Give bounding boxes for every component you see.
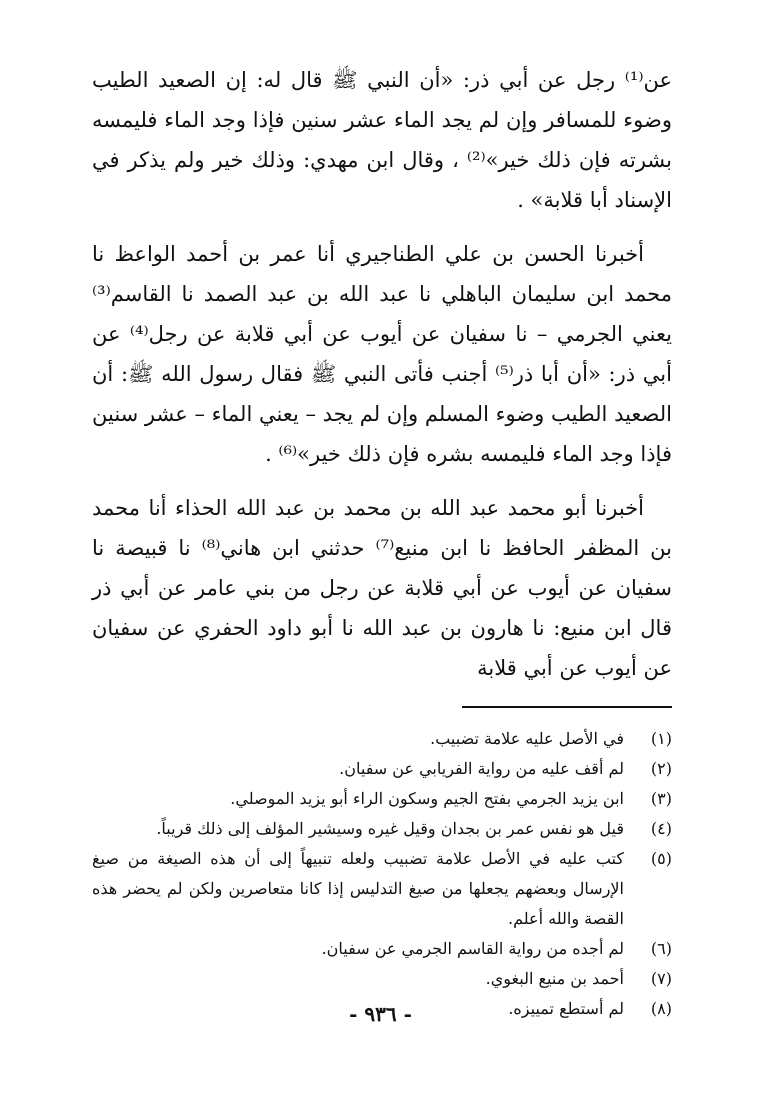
footnote-separator xyxy=(462,706,672,708)
footnote xyxy=(92,784,672,814)
footnote-number: (٢) xyxy=(650,759,672,778)
footnote-number: (٥) xyxy=(650,849,672,868)
footnote xyxy=(92,814,672,844)
footnote-text: قيل هو نفس عمر بن بجدان وقيل غيره وسيشير المؤلف إلى ذلك قريباً. xyxy=(156,819,624,838)
footnote-text: ابن يزيد الجرمي بفتح الجيم وسكون الراء أبو يزيد الموصلي. xyxy=(230,789,624,808)
paragraph-2: أخبرنا الحسن بن علي الطناجيري أنا عمر بن أحمد الواعظ نا محمد ابن سليمان الباهلي نا عبد الله بن عبد الصمد نا القاسم⁽³⁾ يعني الجرمي – نا سفيان عن أيوب عن أبي قلابة عن رجل⁽⁴⁾ عن أبي ذر: «أن أبا ذر⁽⁵⁾ أجنب فأتى النبي ﷺ فقال رسول الله ﷺ: أن الصعيد الطيب وضوء المسلم وإن لم يجد – يعني الماء – عشر سنين فإذا وجد الماء فليمسه بشره فإن ذلك خير»⁽⁶⁾ . xyxy=(92,242,672,466)
footnote xyxy=(92,964,672,994)
footnote xyxy=(92,754,672,784)
paragraph-3: أخبرنا أبو محمد عبد الله بن محمد بن عبد الله الحذاء أنا محمد بن المظفر الحافظ نا ابن منيع⁽⁷⁾ حدثني ابن هاني⁽⁸⁾ نا قبيصة نا سفيان عن أيوب عن أبي قلابة عن رجل من بني عامر عن أبي ذر قال ابن منيع: نا هارون بن عبد الله نا أبو داود الحفري عن سفيان عن أيوب عن أبي قلابة xyxy=(92,496,672,680)
footnote xyxy=(92,844,672,934)
footnote-text: لم أقف عليه من رواية الفريابي عن سفيان. xyxy=(339,759,624,778)
footnote-number: (٦) xyxy=(650,939,672,958)
main-text xyxy=(92,60,672,688)
footnote-text: لم أجده من رواية القاسم الجرمي عن سفيان. xyxy=(321,939,624,958)
footnote-number: (٣) xyxy=(650,789,672,808)
document-page xyxy=(92,60,672,1060)
footnote-number: (١) xyxy=(650,729,672,748)
footnote-text: أحمد بن منيع البغوي. xyxy=(485,969,624,988)
footnotes xyxy=(92,724,672,1024)
footnote-text: كتب عليه في الأصل علامة تضبيب ولعله تنبيهاً إلى أن هذه الصيغة من صيغ الإرسال وبعضهم يجعلها من صيغ التدليس إذا كانا متعاصرين ولكن لم يحضر هذه القصة والله أعلم. xyxy=(92,849,624,928)
page-number: - ٩٣٦ - xyxy=(349,1002,412,1026)
footnote-number: (٤) xyxy=(650,819,672,838)
footnote-number: (٧) xyxy=(650,969,672,988)
footnote-text: في الأصل عليه علامة تضبيب. xyxy=(430,729,624,748)
footnote-text: لم أستطع تمييزه. xyxy=(508,999,624,1018)
paragraph-1: عن⁽¹⁾ رجل عن أبي ذر: «أن النبي ﷺ قال له: إن الصعيد الطيب وضوء للمسافر وإن لم يجد الماء عشر سنين فإذا وجد الماء فليمسه بشرته فإن ذلك خير»⁽²⁾ ، وقال ابن مهدي: وذلك خير ولم يذكر في الإسناد أبا قلابة» . xyxy=(92,68,673,212)
footnote xyxy=(92,934,672,964)
footnote xyxy=(92,724,672,754)
footnote-number: (٨) xyxy=(650,999,672,1018)
